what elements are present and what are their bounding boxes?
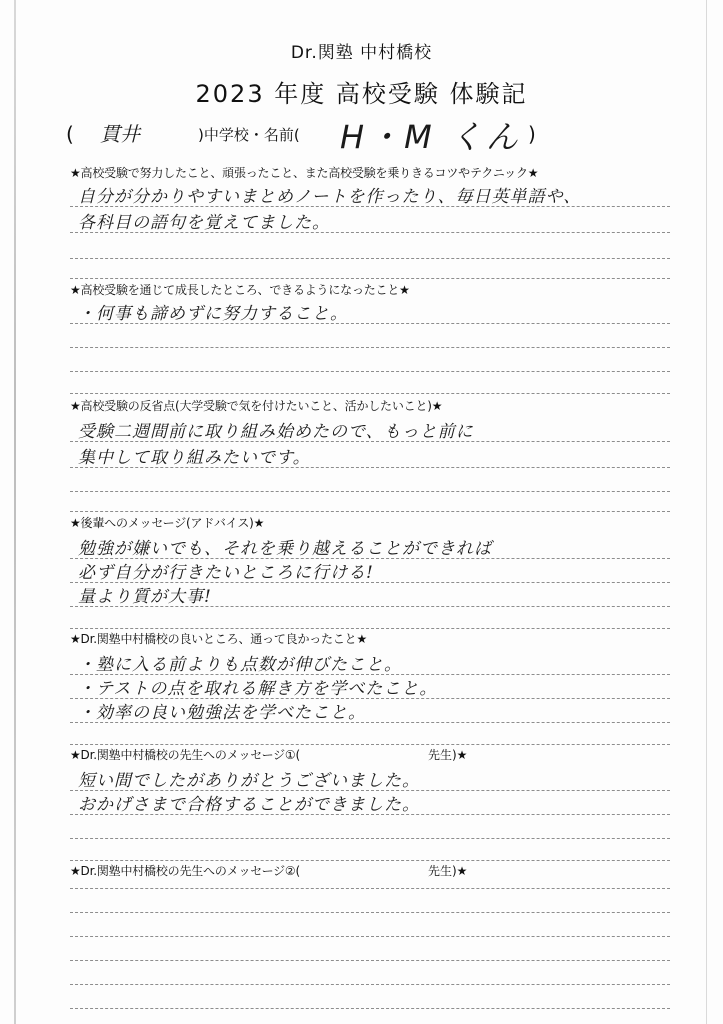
scan-edge-left [14, 0, 16, 1024]
ruled-line [70, 347, 670, 348]
ruled-line [70, 936, 670, 937]
section-heading: ★Dr.関塾中村橋校の先生へのメッセージ②( [70, 864, 300, 878]
student-name-handwritten: H・M くん [340, 118, 522, 156]
ruled-line [70, 441, 670, 442]
answer-line: 勉強が嫌いでも、それを乗り越えることができれば [78, 539, 492, 559]
ruled-line [70, 323, 670, 324]
ruled-line [70, 888, 670, 889]
close-paren: ) [528, 122, 536, 146]
junior-high-school-handwritten: 貫井 [100, 122, 140, 146]
ruled-line [70, 232, 670, 233]
ruled-line [70, 1008, 670, 1009]
teacher-suffix: 先生)★ [428, 748, 468, 762]
answer-line: 集中して取り組みたいです。 [78, 448, 311, 468]
scan-edge-right [706, 0, 707, 1024]
ruled-line [70, 467, 670, 468]
section-heading: ★後輩へのメッセージ(アドバイス)★ [70, 516, 265, 530]
ruled-line [70, 371, 670, 372]
section-heading: ★Dr.関塾中村橋校の先生へのメッセージ①( [70, 748, 300, 762]
answer-line: 量より質が大事! [78, 587, 212, 607]
ruled-line [70, 790, 670, 791]
answer-line: ・テストの点を取れる解き方を学べたこと。 [78, 679, 438, 699]
ruled-line [70, 206, 670, 207]
ruled-line [70, 606, 670, 607]
ruled-line [70, 628, 670, 629]
section-heading: ★高校受験の反省点(大学受験で気を付けたいこと、活かしたいこと)★ [70, 399, 443, 413]
answer-line: ・塾に入る前よりも点数が伸びたこと。 [78, 655, 402, 675]
ruled-line [70, 814, 670, 815]
school-name-label: )中学校・名前( [198, 126, 300, 144]
ruled-line [70, 393, 670, 394]
ruled-line [70, 960, 670, 961]
ruled-line [70, 984, 670, 985]
ruled-line [70, 838, 670, 839]
section-heading: ★高校受験で努力したこと、頑張ったこと、また高校受験を乗りきるコツやテクニック★ [70, 166, 539, 180]
answer-line: ・効率の良い勉強法を学べたこと。 [78, 703, 366, 723]
open-paren: ( [66, 122, 74, 146]
ruled-line [70, 511, 670, 512]
school-name: Dr.関塾 中村橋校 [290, 43, 433, 63]
ruled-line [70, 278, 670, 279]
ruled-line [70, 912, 670, 913]
ruled-line [70, 698, 670, 699]
ruled-line [70, 860, 670, 861]
ruled-line [70, 258, 670, 259]
answer-line: ・何事も諦めずに努力すること。 [78, 304, 348, 324]
page-title: 2023 年度 高校受験 体験記 [195, 80, 528, 108]
ruled-line [70, 582, 670, 583]
ruled-line [70, 491, 670, 492]
student-name-row [66, 116, 666, 156]
teacher-suffix: 先生)★ [428, 864, 468, 878]
ruled-line [70, 722, 670, 723]
ruled-line [70, 744, 670, 745]
ruled-line [70, 674, 670, 675]
answer-line: 短い間でしたがありがとうございました。 [78, 771, 420, 791]
answer-line: 各科目の語句を覚えてました。 [78, 213, 330, 233]
answer-line: 自分が分かりやすいまとめノートを作ったり、毎日英単語や、 [78, 187, 582, 207]
answer-line: 必ず自分が行きたいところに行ける! [78, 563, 374, 583]
answer-line: おかげさまで合格することができました。 [78, 795, 420, 815]
section-heading: ★高校受験を通じて成長したところ、できるようになったこと★ [70, 283, 410, 297]
ruled-line [70, 558, 670, 559]
answer-line: 受験二週間前に取り組み始めたので、もっと前に [78, 422, 474, 442]
section-heading: ★Dr.関塾中村橋校の良いところ、通って良かったこと★ [70, 632, 368, 646]
